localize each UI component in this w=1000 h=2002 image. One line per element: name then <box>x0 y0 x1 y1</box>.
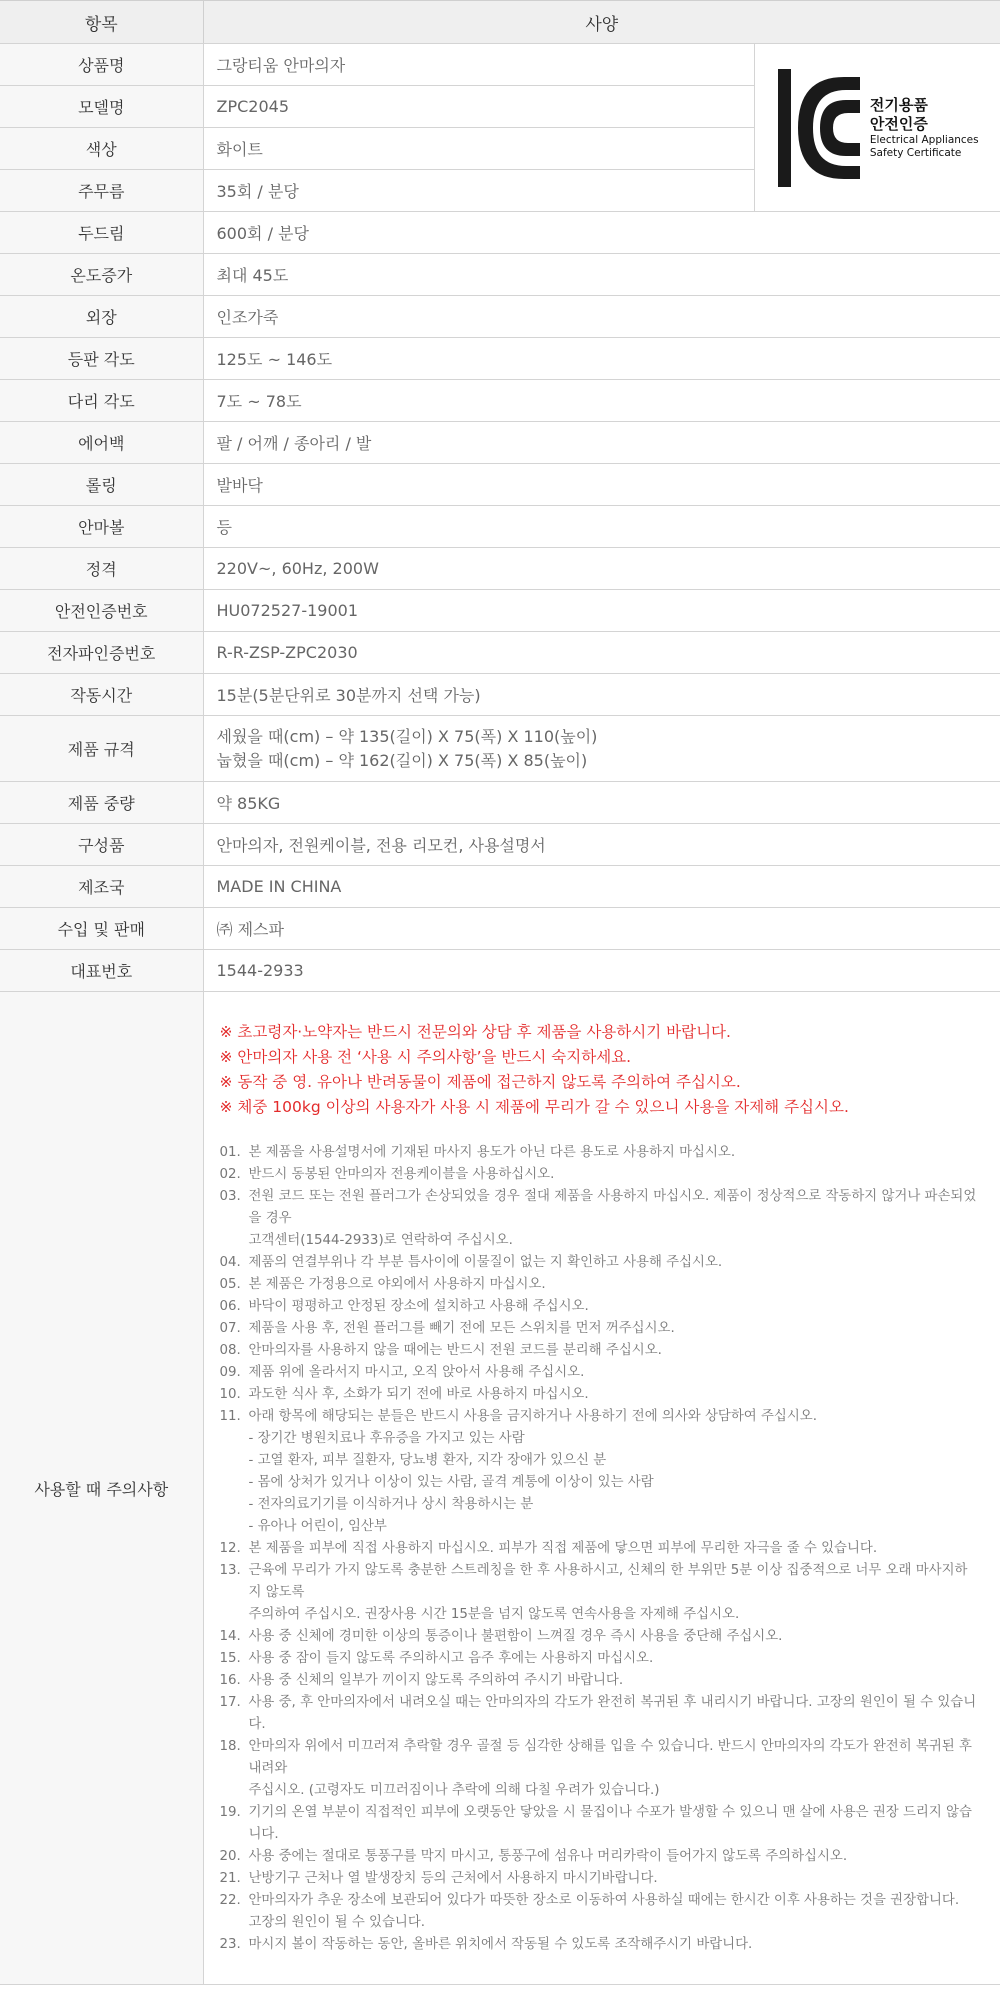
item-text: 주의하여 주십시오. 권장사용 시간 15분을 넘지 않도록 연속사용을 자제해 주십시오. <box>248 1607 740 1622</box>
item-text: 아래 항목에 해당되는 분들은 반드시 사용을 금지하거나 사용하기 전에 의사와 상담하여 주십시오. <box>248 1409 817 1424</box>
item-number: 10. <box>219 1387 241 1402</box>
header-item: 항목 <box>0 1 203 44</box>
spec-value: 안마의자, 전원케이블, 전용 리모컨, 사용설명서 <box>203 824 1000 866</box>
spec-value-line: 눕혔을 때(cm) – 약 162(길이) X 75(폭) X 85(높이) <box>216 750 588 770</box>
item-text: 제품의 연결부위나 각 부분 틈사이에 이물질이 없는 지 확인하고 사용해 주십시오. <box>248 1255 723 1270</box>
table-row <box>0 506 1000 548</box>
kc-mark-icon <box>776 67 862 189</box>
spec-label: 제품 중량 <box>0 782 203 824</box>
spec-value: 15분(5분단위로 30분까지 선택 가능) <box>203 674 1000 716</box>
item-number: 23. <box>219 1937 241 1952</box>
list-item <box>220 1340 981 1362</box>
item-number: 01. <box>219 1145 241 1160</box>
item-text: 고장의 원인이 될 수 있습니다. <box>248 1915 426 1930</box>
item-number: 19. <box>219 1805 241 1820</box>
kc-label-ko: 안전인증 <box>869 114 928 133</box>
list-item <box>220 1626 981 1648</box>
table-header <box>0 1 1000 44</box>
item-text: 근육에 무리가 가지 않도록 충분한 스트레칭을 한 후 사용하시고, 신체의 한 부위만 5분 이상 집중적으로 너무 오래 마사지하지 않도록 <box>248 1563 968 1600</box>
item-text: 바닥이 평평하고 안정된 장소에 설치하고 사용해 주십시오. <box>248 1299 589 1314</box>
item-text: - 고열 환자, 피부 질환자, 당뇨병 환자, 지각 장애가 있으신 분 <box>248 1453 607 1468</box>
item-text: - 전자의료기기를 이식하거나 상시 착용하시는 분 <box>248 1497 534 1512</box>
notes-content <box>203 992 1000 1985</box>
item-text: 제품 위에 올라서지 마시고, 오직 앉아서 사용해 주십시오. <box>248 1365 585 1380</box>
list-item <box>220 1692 981 1736</box>
spec-label: 색상 <box>0 128 203 170</box>
spec-label: 상품명 <box>0 44 203 86</box>
list-item <box>220 1362 981 1384</box>
list-item <box>220 1252 981 1274</box>
spec-label: 모델명 <box>0 86 203 128</box>
header-spec: 사양 <box>203 1 1000 44</box>
table-row <box>0 716 1000 782</box>
item-number: 11. <box>219 1409 241 1424</box>
spec-label: 외장 <box>0 296 203 338</box>
spec-label: 대표번호 <box>0 950 203 992</box>
list-item <box>220 1560 981 1626</box>
list-item <box>220 1736 981 1802</box>
spec-value: R-R-ZSP-ZPC2030 <box>203 632 1000 674</box>
item-number: 22. <box>219 1893 241 1908</box>
table-row <box>0 212 1000 254</box>
spec-value: HU072527-19001 <box>203 590 1000 632</box>
item-number: 04. <box>219 1255 241 1270</box>
item-text: 안마의자를 사용하지 않을 때에는 반드시 전원 코드를 분리해 주십시오. <box>248 1343 662 1358</box>
spec-label: 제조국 <box>0 866 203 908</box>
list-item <box>220 1802 981 1846</box>
spec-value: 등 <box>203 506 1000 548</box>
list-item <box>220 1274 981 1296</box>
list-item <box>220 1142 981 1164</box>
spec-label: 전자파인증번호 <box>0 632 203 674</box>
kc-label-en: Electrical Appliances <box>869 133 979 146</box>
item-text: 안마의자 위에서 미끄러져 추락할 경우 골절 등 심각한 상해를 입을 수 있습니다. 반드시 안마의자의 각도가 완전히 복귀된 후 내려와 <box>248 1739 972 1776</box>
table-row <box>0 866 1000 908</box>
item-text: 주십시오. (고령자도 미끄러짐이나 추락에 의해 다칠 우려가 있습니다.) <box>248 1783 660 1798</box>
warning-list <box>220 1020 981 1120</box>
item-text: 전원 코드 또는 전원 플러그가 손상되었을 경우 절대 제품을 사용하지 마십시오. 제품이 정상적으로 작동하지 않거나 파손되었을 경우 <box>248 1189 977 1226</box>
list-item <box>220 1934 981 1956</box>
spec-label: 주무름 <box>0 170 203 212</box>
spec-value: 7도 ~ 78도 <box>203 380 1000 422</box>
item-number: 18. <box>219 1739 241 1754</box>
item-number: 16. <box>219 1673 241 1688</box>
item-text: 난방기구 근처나 열 발생장치 등의 근처에서 사용하지 마시기바랍니다. <box>248 1871 658 1886</box>
item-text: 사용 중 신체에 경미한 이상의 통증이나 불편함이 느껴질 경우 즉시 사용을 중단해 주십시오. <box>248 1629 783 1644</box>
kc-certificate <box>754 44 1000 212</box>
kc-logo <box>755 67 1000 189</box>
item-text: 마시지 볼이 작동하는 동안, 올바른 위치에서 작동될 수 있도록 조작해주시기 바랍니다. <box>248 1937 753 1952</box>
spec-value: 발바닥 <box>203 464 1000 506</box>
table-row <box>0 590 1000 632</box>
kc-label-en: Safety Certificate <box>869 146 962 159</box>
list-item <box>220 1406 981 1538</box>
item-text: 본 제품을 피부에 직접 사용하지 마십시오. 피부가 직접 제품에 닿으면 피부에 무리한 자극을 줄 수 있습니다. <box>248 1541 878 1556</box>
list-item <box>220 1538 981 1560</box>
item-number: 09. <box>219 1365 241 1380</box>
table-row <box>0 338 1000 380</box>
item-text: 과도한 식사 후, 소화가 되기 전에 바로 사용하지 마십시오. <box>248 1387 589 1402</box>
spec-label: 정격 <box>0 548 203 590</box>
item-text: 사용 중에는 절대로 통풍구를 막지 마시고, 통풍구에 섬유나 머리카락이 들어가지 않도록 주의하십시오. <box>248 1849 848 1864</box>
item-number: 07. <box>219 1321 241 1336</box>
spec-value: MADE IN CHINA <box>203 866 1000 908</box>
spec-label: 다리 각도 <box>0 380 203 422</box>
spec-label: 구성품 <box>0 824 203 866</box>
item-text: - 유아나 어린이, 임산부 <box>248 1519 387 1534</box>
item-number: 21. <box>219 1871 241 1886</box>
warning-text: ※ 동작 중 영. 유아나 반려동물이 제품에 접근하지 않도록 주의하여 주십시오. <box>219 1073 741 1091</box>
item-number: 15. <box>219 1651 241 1666</box>
spec-value: 600회 / 분당 <box>203 212 1000 254</box>
item-number: 17. <box>219 1695 241 1710</box>
spec-value: ㈜ 제스파 <box>203 908 1000 950</box>
table-row <box>0 464 1000 506</box>
item-number: 20. <box>219 1849 241 1864</box>
table-row <box>0 44 1000 86</box>
item-number: 13. <box>219 1563 241 1578</box>
notes-row <box>0 992 1000 1985</box>
notes-label: 사용할 때 주의사항 <box>0 992 203 1985</box>
item-text: 사용 중, 후 안마의자에서 내려오실 때는 안마의자의 각도가 완전히 복귀된 후 내리시기 바랍니다. 고장의 원인이 될 수 있습니다. <box>248 1695 977 1732</box>
caution-list <box>220 1142 981 1956</box>
list-item <box>220 1384 981 1406</box>
spec-label: 안마볼 <box>0 506 203 548</box>
spec-value-line: 세웠을 때(cm) – 약 135(길이) X 75(폭) X 110(높이) <box>216 726 598 746</box>
list-item <box>220 1890 981 1934</box>
kc-label-ko: 전기용품 <box>869 95 928 114</box>
spec-value: 최대 45도 <box>203 254 1000 296</box>
warning-text: ※ 초고령자·노약자는 반드시 전문의와 상담 후 제품을 사용하시기 바랍니다. <box>219 1023 731 1041</box>
item-text: 고객센터(1544-2933)로 연락하여 주십시오. <box>248 1233 513 1248</box>
list-item <box>220 1186 981 1252</box>
table-row <box>0 254 1000 296</box>
spec-value: 그랑티움 안마의자 <box>203 44 754 86</box>
item-text: 반드시 동봉된 안마의자 전용케이블을 사용하십시오. <box>248 1167 555 1182</box>
table-row <box>0 422 1000 464</box>
list-item <box>220 1670 981 1692</box>
list-item <box>220 1648 981 1670</box>
list-item <box>220 1164 981 1186</box>
item-text: 본 제품은 가정용으로 야외에서 사용하지 마십시오. <box>248 1277 546 1292</box>
item-text: 안마의자가 추운 장소에 보관되어 있다가 따뜻한 장소로 이동하여 사용하실 때에는 한시간 이후 사용하는 것을 권장합니다. <box>248 1893 960 1908</box>
spec-value: 팔 / 어깨 / 종아리 / 발 <box>203 422 1000 464</box>
spec-value <box>203 716 1000 782</box>
item-number: 02. <box>219 1167 241 1182</box>
warning-text: ※ 체중 100kg 이상의 사용자가 사용 시 제품에 무리가 갈 수 있으니 사용을 자제해 주십시오. <box>219 1098 849 1116</box>
list-item <box>220 1846 981 1868</box>
spec-label: 두드림 <box>0 212 203 254</box>
spec-value: 35회 / 분당 <box>203 170 754 212</box>
item-number: 08. <box>219 1343 241 1358</box>
table-row <box>0 632 1000 674</box>
spec-value: ZPC2045 <box>203 86 754 128</box>
spec-label: 수입 및 판매 <box>0 908 203 950</box>
spec-label: 작동시간 <box>0 674 203 716</box>
item-text: 제품을 사용 후, 전원 플러그를 빼기 전에 모든 스위치를 먼저 꺼주십시오. <box>248 1321 675 1336</box>
table-row <box>0 782 1000 824</box>
item-text: 기기의 온열 부분이 직접적인 피부에 오랫동안 닿았을 시 물집이나 수포가 발생할 수 있으니 맨 살에 사용은 권장 드리지 않습니다. <box>248 1805 972 1842</box>
warning-text: ※ 안마의자 사용 전 ‘사용 시 주의사항’을 반드시 숙지하세요. <box>219 1048 632 1066</box>
spec-value: 1544-2933 <box>203 950 1000 992</box>
spec-value: 220V~, 60Hz, 200W <box>203 548 1000 590</box>
table-row <box>0 296 1000 338</box>
table-row <box>0 950 1000 992</box>
item-number: 05. <box>219 1277 241 1292</box>
item-number: 12. <box>219 1541 241 1556</box>
item-text: - 몸에 상처가 있거나 이상이 있는 사람, 골격 계통에 이상이 있는 사람 <box>248 1475 654 1490</box>
spec-label: 등판 각도 <box>0 338 203 380</box>
spec-label: 에어백 <box>0 422 203 464</box>
table-row <box>0 548 1000 590</box>
item-text: 사용 중 잠이 들지 않도록 주의하시고 음주 후에는 사용하지 마십시오. <box>248 1651 654 1666</box>
item-number: 06. <box>219 1299 241 1314</box>
list-item <box>220 1318 981 1340</box>
table-row <box>0 674 1000 716</box>
list-item <box>220 1868 981 1890</box>
item-text: 본 제품을 사용설명서에 기재된 마사지 용도가 아닌 다른 용도로 사용하지 마십시오. <box>248 1145 736 1160</box>
item-text: - 장기간 병원치료나 후유증을 가지고 있는 사람 <box>248 1431 525 1446</box>
item-number: 14. <box>219 1629 241 1644</box>
spec-value: 약 85KG <box>203 782 1000 824</box>
table-row <box>0 824 1000 866</box>
spec-label: 안전인증번호 <box>0 590 203 632</box>
table-row <box>0 380 1000 422</box>
item-text: 사용 중 신체의 일부가 끼이지 않도록 주의하여 주시기 바랍니다. <box>248 1673 624 1688</box>
spec-label: 롤링 <box>0 464 203 506</box>
spec-label: 제품 규격 <box>0 716 203 782</box>
item-number: 03. <box>219 1189 241 1204</box>
spec-value: 125도 ~ 146도 <box>203 338 1000 380</box>
list-item <box>220 1296 981 1318</box>
spec-value: 화이트 <box>203 128 754 170</box>
spec-value: 인조가죽 <box>203 296 1000 338</box>
table-row <box>0 908 1000 950</box>
spec-label: 온도증가 <box>0 254 203 296</box>
